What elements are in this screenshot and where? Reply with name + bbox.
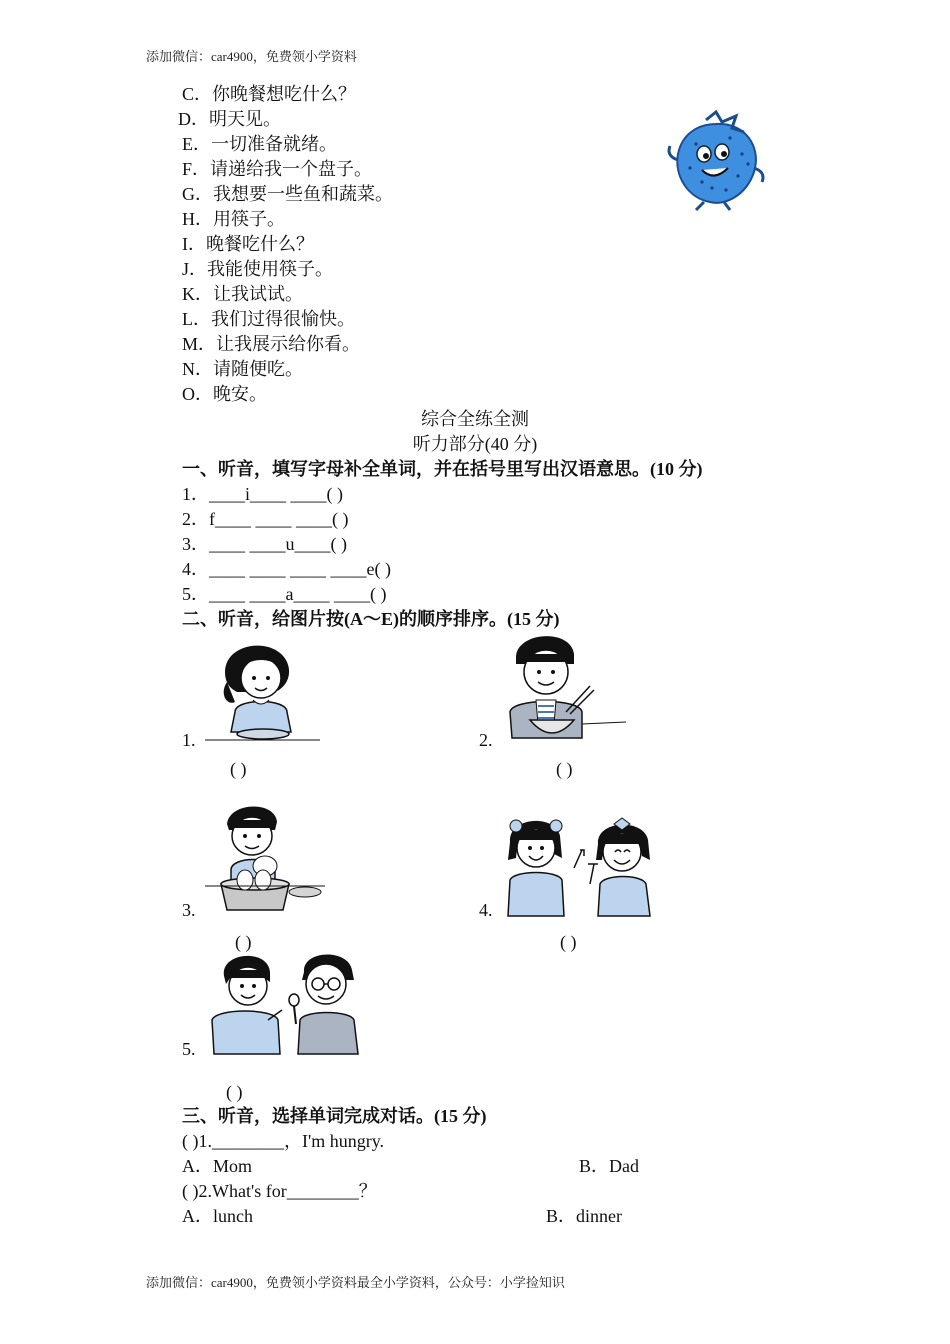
header-note: 添加微信：car4900，免费领小学资料 <box>146 49 357 64</box>
two-girls-with-forks-illustration <box>502 810 664 916</box>
fill-blank-item: 3．____ ____u____( ) <box>182 534 347 554</box>
question-stem: ( )2.What's for________？ <box>182 1181 377 1201</box>
list-item: D．明天见。 <box>178 109 281 129</box>
fill-blank-item: 2．f____ ____ ____( ) <box>182 509 349 529</box>
list-item: C．你晚餐想吃什么？ <box>182 84 357 104</box>
boy-washing-dishes-illustration <box>205 800 325 915</box>
answer-blank: ( ) <box>556 759 573 779</box>
answer-blank: ( ) <box>235 932 252 952</box>
list-item: I．晚餐吃什么？ <box>182 234 314 254</box>
question-stem: ( )1.________，I'm hungry. <box>182 1131 385 1151</box>
answer-blank: ( ) <box>230 759 247 779</box>
fill-blank-item: 5．____ ____a____ ____( ) <box>182 584 387 604</box>
section3-heading: 三、听音，选择单词完成对话。(15 分) <box>182 1106 487 1126</box>
picture-number: 1. <box>182 730 196 750</box>
picture-number: 4. <box>479 900 493 920</box>
answer-blank: ( ) <box>560 932 577 952</box>
answer-blank: ( ) <box>226 1082 243 1102</box>
fill-blank-item: 4．____ ____ ____ ____e( ) <box>182 559 391 579</box>
option-a: A．Mom <box>182 1156 253 1176</box>
option-b: B．Dad <box>579 1156 639 1176</box>
option-a: A．lunch <box>182 1206 253 1226</box>
section1-heading: 一、听音，填写字母补全单词，并在括号里写出汉语意思。(10 分) <box>182 459 703 479</box>
picture-number: 2. <box>479 730 493 750</box>
strawberry-mascot-illustration <box>666 110 766 210</box>
listening-part-title: 听力部分(40 分) <box>412 434 538 454</box>
section2-heading: 二、听音，给图片按(A～E)的顺序排序。(15 分) <box>182 609 560 629</box>
list-item: N．请随便吃。 <box>182 359 303 379</box>
boy-with-bowl-illustration <box>502 628 626 744</box>
option-b: B．dinner <box>546 1206 622 1226</box>
list-item: M．让我展示给你看。 <box>182 334 361 354</box>
list-item: G．我想要一些鱼和蔬菜。 <box>182 184 393 204</box>
footer-note: 添加微信：car4900，免费领小学资料最全小学资料，公众号：小学捡知识 <box>146 1275 565 1290</box>
list-item: O．晚安。 <box>182 384 267 404</box>
picture-number: 3. <box>182 900 196 920</box>
list-item: K．让我试试。 <box>182 284 303 304</box>
test-title: 综合全练全测 <box>421 409 529 429</box>
list-item: E．一切准备就绪。 <box>182 134 337 154</box>
list-item: L．我们过得很愉快。 <box>182 309 355 329</box>
fill-blank-item: 1．____i____ ____( ) <box>182 484 343 504</box>
list-item: F．请递给我一个盘子。 <box>182 159 373 179</box>
girl-with-plate-illustration <box>205 632 320 744</box>
picture-number: 5. <box>182 1039 196 1059</box>
boy-and-grandpa-illustration <box>208 948 366 1054</box>
list-item: H．用筷子。 <box>182 209 285 229</box>
list-item: J．我能使用筷子。 <box>182 259 334 279</box>
